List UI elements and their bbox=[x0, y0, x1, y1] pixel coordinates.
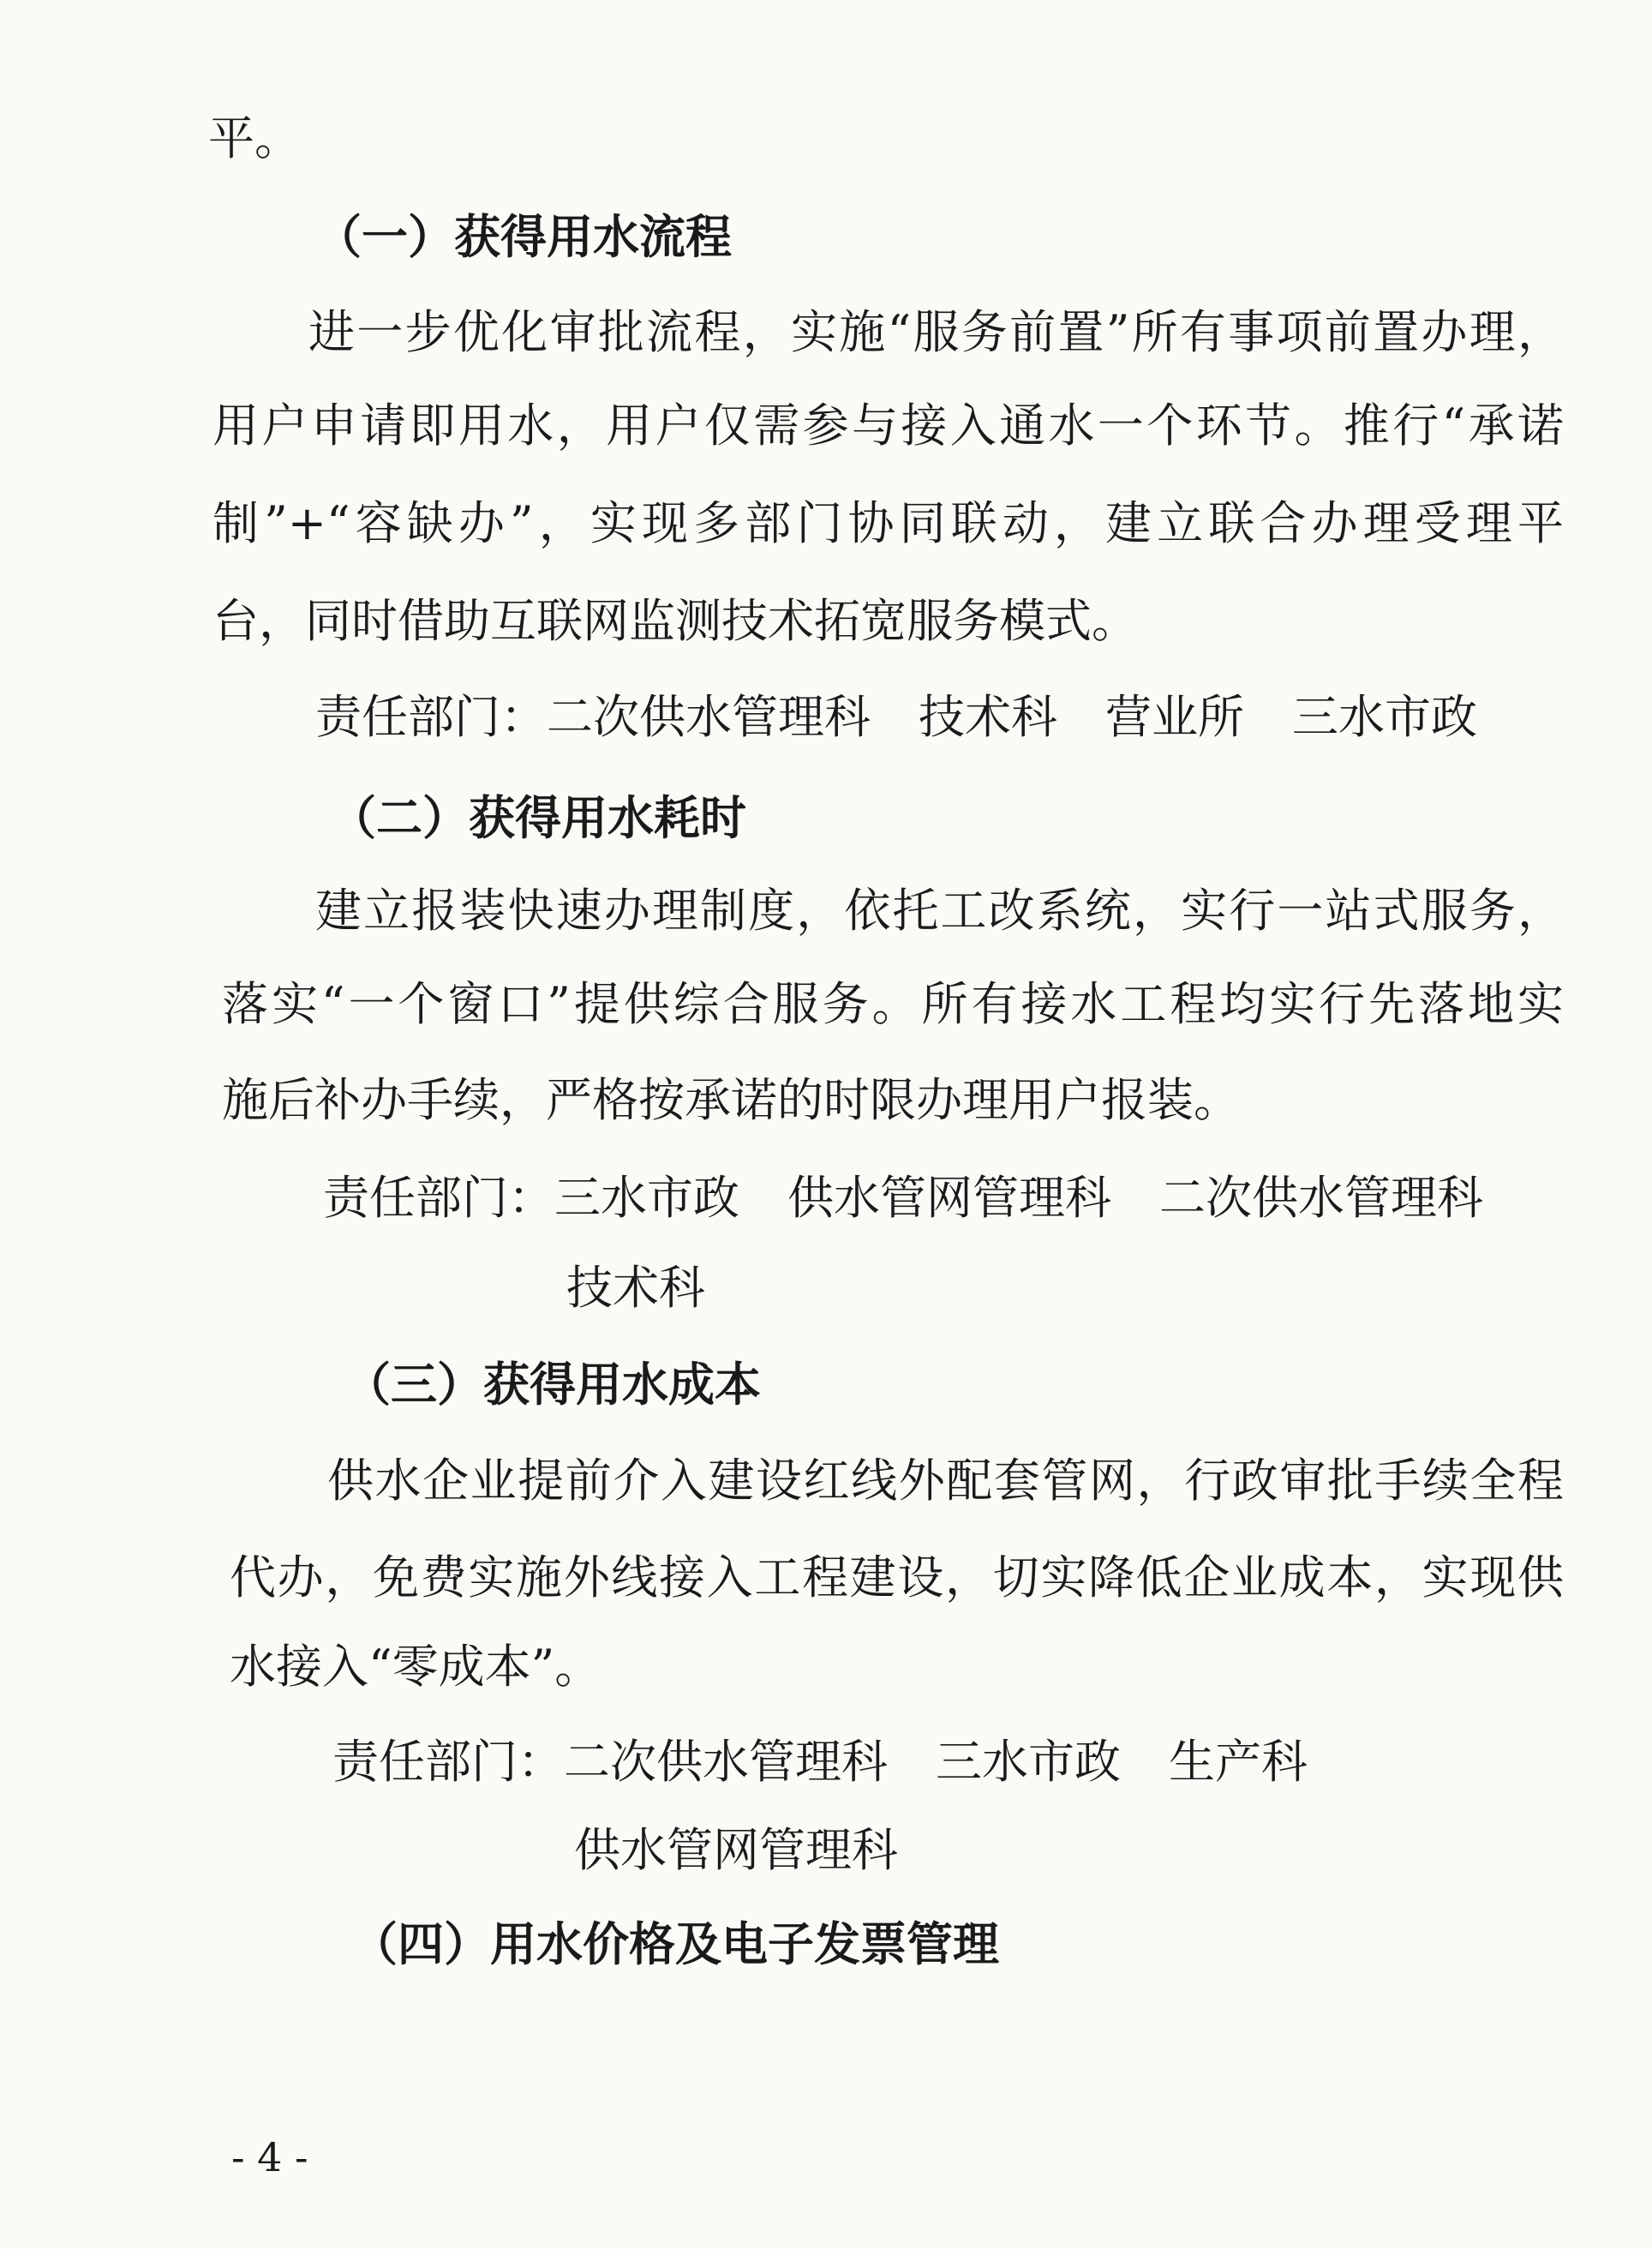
paragraph-line: 供水企业提前介入建设红线外配套管网，行政审批手续全程 bbox=[327, 1454, 1564, 1508]
paragraph-line: 代办，免费实施外线接入工程建设，切实降低企业成本，实现供 bbox=[230, 1550, 1564, 1604]
paragraph-line: 施后补办手续，严格按承诺的时限办理用户报装。 bbox=[222, 1073, 1240, 1127]
dept-label: 责任部门： bbox=[323, 1171, 554, 1225]
paragraph-line: 建立报装快速办理制度，依托工改系统，实行一站式服务， bbox=[315, 884, 1564, 938]
dept: 三水市政 bbox=[554, 1171, 739, 1225]
paragraph-line: 进一步优化审批流程，实施“服务前置”所有事项前置办理， bbox=[308, 305, 1564, 359]
paragraph-line: 制”+“容缺办”，实现多部门协同联动，建立联合办理受理平 bbox=[212, 496, 1564, 550]
dept: 二次供水管理科 bbox=[547, 690, 871, 744]
section-heading-3: （三）获得用水成本 bbox=[344, 1357, 761, 1412]
section-heading-1: （一）获得用水流程 bbox=[315, 209, 732, 264]
dept: 技术科 bbox=[919, 690, 1057, 744]
dept: 二次供水管理科 bbox=[564, 1735, 888, 1789]
continuation-text: 平。 bbox=[208, 111, 301, 165]
responsible-depts-1 bbox=[315, 690, 1525, 745]
page-number: - 4 - bbox=[231, 2134, 308, 2180]
dept: 二次供水管理科 bbox=[1159, 1171, 1483, 1225]
dept-label: 责任部门： bbox=[332, 1735, 564, 1789]
dept: 三水市政 bbox=[936, 1735, 1121, 1789]
dept: 技术科 bbox=[566, 1261, 705, 1315]
dept-label: 责任部门： bbox=[315, 690, 547, 744]
dept: 供水管网管理科 bbox=[574, 1823, 898, 1877]
section-heading-2: （二）获得用水耗时 bbox=[330, 790, 746, 845]
paragraph-line: 落实“一个窗口”提供综合服务。所有接水工程均实行先落地实 bbox=[222, 977, 1564, 1031]
paragraph-line: 台，同时借助互联网监测技术拓宽服务模式。 bbox=[212, 594, 1138, 648]
paragraph-line: 用户申请即用水，用户仅需参与接入通水一个环节。推行“承诺 bbox=[212, 399, 1564, 453]
dept: 生产科 bbox=[1169, 1735, 1308, 1789]
dept: 营业所 bbox=[1105, 690, 1244, 744]
responsible-depts-3 bbox=[332, 1735, 1356, 1790]
paragraph-line: 水接入“零成本”。 bbox=[230, 1640, 602, 1694]
dept: 三水市政 bbox=[1292, 690, 1477, 744]
responsible-depts-2 bbox=[323, 1171, 1531, 1226]
dept: 供水管网管理科 bbox=[787, 1171, 1111, 1225]
section-heading-4: （四）用水价格及电子发票管理 bbox=[351, 1916, 999, 1971]
